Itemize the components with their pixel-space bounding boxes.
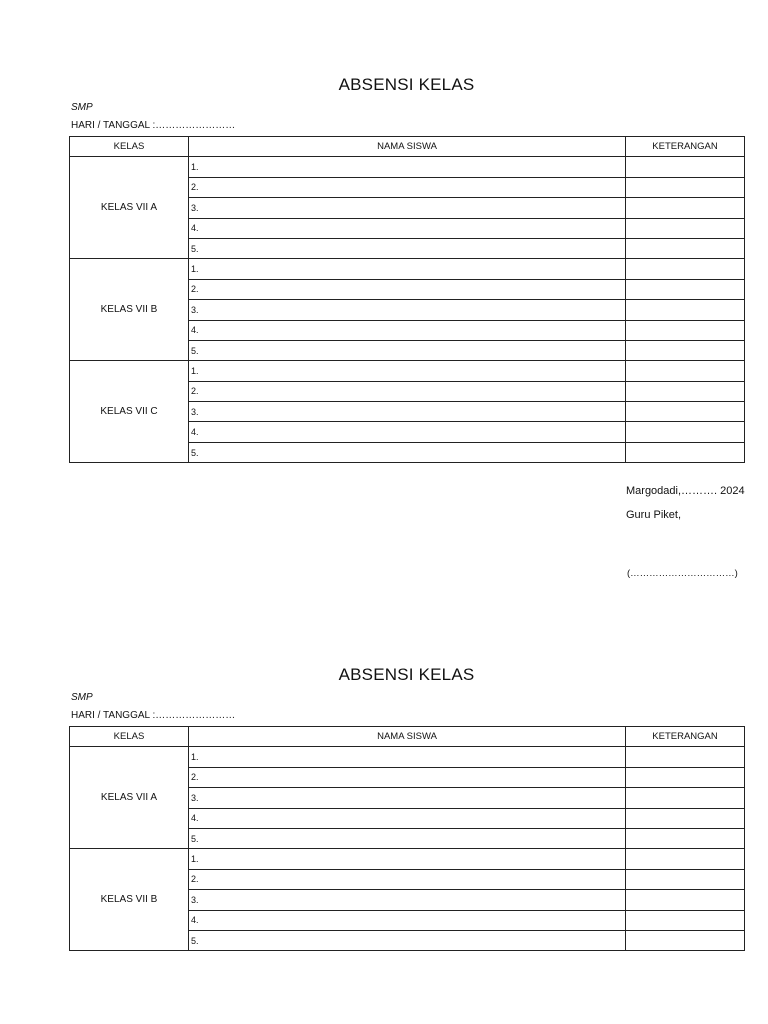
header-keterangan: KETERANGAN [626, 727, 745, 747]
class-cell: KELAS VII B [70, 849, 189, 951]
remarks-cell[interactable] [626, 259, 745, 279]
remarks-cell[interactable] [626, 808, 745, 828]
student-name-cell[interactable]: 2. [189, 279, 626, 299]
remarks-cell[interactable] [626, 157, 745, 177]
remarks-cell[interactable] [626, 198, 745, 218]
student-name-cell[interactable]: 1. [189, 849, 626, 869]
table-header-row [70, 137, 745, 157]
student-name-cell[interactable]: 1. [189, 157, 626, 177]
class-cell: KELAS VII B [70, 259, 189, 361]
student-name-cell[interactable]: 3. [189, 788, 626, 808]
student-name-cell[interactable]: 3. [189, 890, 626, 910]
student-name-cell[interactable]: 1. [189, 747, 626, 767]
student-name-cell[interactable]: 1. [189, 259, 626, 279]
remarks-cell[interactable] [626, 767, 745, 787]
table-row [70, 361, 745, 381]
header-kelas: KELAS [70, 727, 189, 747]
table-header-row [70, 727, 745, 747]
form-title: ABSENSI KELAS [338, 75, 475, 94]
remarks-cell[interactable] [626, 320, 745, 340]
remarks-cell[interactable] [626, 930, 745, 950]
attendance-table [69, 136, 745, 463]
remarks-cell[interactable] [626, 422, 745, 442]
remarks-cell[interactable] [626, 442, 745, 462]
remarks-cell[interactable] [626, 788, 745, 808]
remarks-cell[interactable] [626, 218, 745, 238]
student-name-cell[interactable]: 4. [189, 218, 626, 238]
remarks-cell[interactable] [626, 828, 745, 848]
remarks-cell[interactable] [626, 238, 745, 258]
school-label: SMP [71, 102, 93, 113]
class-cell: KELAS VII C [70, 361, 189, 463]
class-cell: KELAS VII A [70, 747, 189, 849]
remarks-cell[interactable] [626, 177, 745, 197]
student-name-cell[interactable]: 3. [189, 402, 626, 422]
student-name-cell[interactable]: 3. [189, 300, 626, 320]
signer-role: Guru Piket, [626, 509, 682, 521]
student-name-cell[interactable]: 5. [189, 442, 626, 462]
remarks-cell[interactable] [626, 340, 745, 360]
remarks-cell[interactable] [626, 869, 745, 889]
header-kelas: KELAS [70, 137, 189, 157]
attendance-table [69, 726, 745, 951]
school-label: SMP [71, 692, 93, 703]
header-nama-siswa: NAMA SISWA [189, 137, 626, 157]
student-name-cell[interactable]: 4. [189, 422, 626, 442]
student-name-cell[interactable]: 2. [189, 767, 626, 787]
signature-name-line: (……………………………) [627, 568, 738, 579]
student-name-cell[interactable]: 5. [189, 828, 626, 848]
student-name-cell[interactable]: 3. [189, 198, 626, 218]
student-name-cell[interactable]: 4. [189, 910, 626, 930]
table-row [70, 849, 745, 869]
date-label: HARI / TANGGAL :…………………… [71, 710, 236, 721]
date-label: HARI / TANGGAL :…………………… [71, 120, 236, 131]
table-row [70, 747, 745, 767]
place-date: Margodadi,………. 2024 [626, 485, 745, 497]
student-name-cell[interactable]: 5. [189, 238, 626, 258]
student-name-cell[interactable]: 5. [189, 340, 626, 360]
student-name-cell[interactable]: 1. [189, 361, 626, 381]
remarks-cell[interactable] [626, 300, 745, 320]
table-row [70, 259, 745, 279]
remarks-cell[interactable] [626, 747, 745, 767]
remarks-cell[interactable] [626, 381, 745, 401]
student-name-cell[interactable]: 5. [189, 930, 626, 950]
header-nama-siswa: NAMA SISWA [189, 727, 626, 747]
remarks-cell[interactable] [626, 910, 745, 930]
class-cell: KELAS VII A [70, 157, 189, 259]
table-row [70, 157, 745, 177]
student-name-cell[interactable]: 4. [189, 808, 626, 828]
student-name-cell[interactable]: 2. [189, 869, 626, 889]
remarks-cell[interactable] [626, 279, 745, 299]
remarks-cell[interactable] [626, 849, 745, 869]
header-keterangan: KETERANGAN [626, 137, 745, 157]
student-name-cell[interactable]: 2. [189, 177, 626, 197]
remarks-cell[interactable] [626, 402, 745, 422]
form-title: ABSENSI KELAS [338, 665, 475, 684]
student-name-cell[interactable]: 4. [189, 320, 626, 340]
student-name-cell[interactable]: 2. [189, 381, 626, 401]
remarks-cell[interactable] [626, 361, 745, 381]
remarks-cell[interactable] [626, 890, 745, 910]
